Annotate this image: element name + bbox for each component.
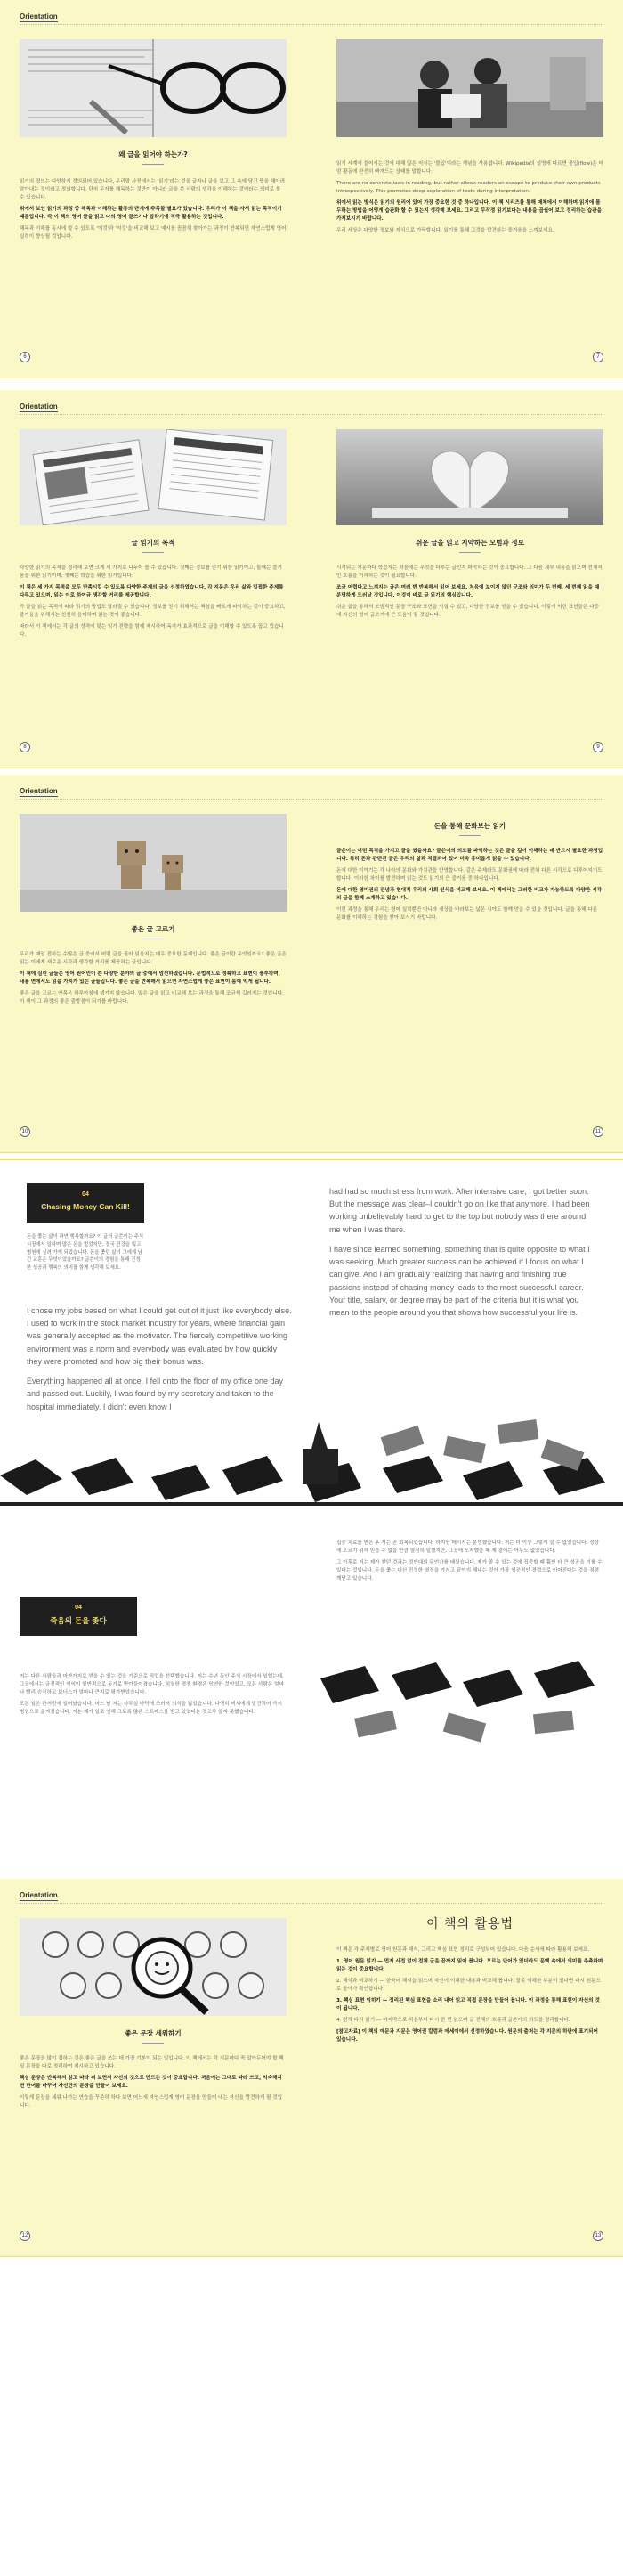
chapter-title: 죽음의 돈을 좇다 <box>50 1617 107 1626</box>
spread-4 <box>0 1879 623 2257</box>
paragraph: 해독과 이해를 동시에 할 수 있도록 '이것'과 '저것'을 비교해 보고 예시를 꼼꼼히 찾아가는 과정이 반복되면 자연스럽게 영어 실력이 향상될 것입니다. <box>20 226 287 240</box>
spread-1 <box>0 0 623 378</box>
paragraph: 다양한 읽기의 목적을 정리해 보면 크게 세 가지로 나누어 볼 수 있습니다. 첫째는 정보를 얻기 위한 읽기이고, 둘째는 즐거움을 위한 읽기이며, 셋째는 학습을 위한 읽기입니다. <box>20 565 282 580</box>
orientation-tag: Orientation <box>20 787 58 795</box>
section-heading: 좋은 글 고르기 <box>20 924 287 939</box>
paragraph: I chose my jobs based on what I could get out of it just like everybody else. I used to work in the stock market industry for years, where financial gain was generally accepted as the motivator. The fiercely competitive working environment was a norm and everybody was evaluated by how quickly they were promoted and how big their bonus was. <box>27 1306 292 1366</box>
right-column-text <box>336 1946 603 2048</box>
page-number-right: 13 <box>593 2231 603 2241</box>
paragraph: 읽기 세계에 들어서는 것에 대해 많은 저자는 '몰입'이라는 개념을 사용합니다. Wikipedia의 설명에 따르면 몰입(flow)은 어떤 활동에 완전히 빠져드는 상태를 말합니다. <box>336 161 603 175</box>
paragraph-bold: 위에서 보인 읽기의 과정 중 해독과 이해하는 활동의 단계에 주목할 필요가 있습니다. 우리가 이 책을 사서 읽는 목적이기 때문입니다. 즉 이 책의 영어 글을 읽고 나의 영어 글쓰기나 말하기에 적극 활용하는 것입니다. <box>20 207 282 221</box>
newspapers-photo <box>20 429 287 525</box>
usage-step: 3. 핵심 표현 익히기 — 정리된 핵심 표현을 소리 내어 읽고 직접 문장을 만들어 봅니다. 이 과정을 통해 표현이 자신의 것이 됩니다. <box>336 1998 600 2012</box>
paragraph: 좋은 글을 고르는 안목은 하루아침에 생기지 않습니다. 많은 글을 읽고 비교해 보는 과정을 통해 조금씩 길러지는 것입니다. 이 책이 그 과정의 좋은 출발점이 되기를 바랍니다. <box>20 991 284 1005</box>
smiley-faces-magnifier-photo <box>20 1918 287 2016</box>
paragraph: I have since learned something, something that is quite opposite to what I was seeking. Much greater success can be achieved if I focus on what I can give. And I am gradually realizing that having and finishing true passions instead of chasing money leads to the most successful career. Your title, salary, or degree may be part of the criteria but it is what you mean to the people around you that shows how successful your life is. <box>329 1244 590 1317</box>
section-heading: 쉬운 글을 읽고 지약하는 모범과 정보 <box>336 538 603 553</box>
intro-paragraph: 이 책은 각 주제별로 영어 원문과 해석, 그리고 핵심 표현 정리로 구성되어 있습니다. 다음 순서에 따라 활용해 보세요. <box>336 1947 590 1953</box>
spread-2 <box>0 390 623 768</box>
spread-3 <box>0 775 623 1153</box>
right-column-text <box>336 160 603 239</box>
section-heading: 좋은 문장 세워하기 <box>20 2028 287 2044</box>
paragraph: Everything happened all at once. I fell onto the floor of my office one day and passed out. Luckily, I was found by my secretary and taken to the hospital immediately. I didn't even know I <box>27 1377 284 1411</box>
paragraph-bold: 조금 어렵다고 느껴지는 글은 여러 번 반복해서 읽어 보세요. 처음에 보이지 않던 구조와 의미가 두 번째, 세 번째 읽을 때 분명하게 드러날 것입니다. 이것이 바로 글 읽기의 핵심입니다. <box>336 585 600 599</box>
paragraph: 쉬운 글을 통해서 모범적인 문장 구조와 표현을 익힐 수 있고, 다양한 정보를 얻을 수 있습니다. 이렇게 익힌 표현들은 나중에 자신의 영어 글쓰기에 큰 도움이 될 것입니다. <box>336 605 599 619</box>
left-korean-text <box>20 1673 287 1720</box>
heart-book-pages-photo <box>336 429 603 525</box>
left-column-text <box>20 2055 287 2114</box>
paragraph: 이렇게 문장을 세워 나가는 연습을 꾸준히 하다 보면 어느새 자연스럽게 영어 문장을 만들어 내는 자신을 발견하게 될 것입니다. <box>20 2095 283 2109</box>
paragraph-bold: 위에서 읽는 방식은 읽기의 원리에 있어 가장 중요한 것 중 하나입니다. 이 책 시리즈를 통해 매체에서 이해하며 읽기에 몰두하는 방법을 어떻게 습관화 할 수 있는지 생각해 보세요. 그리고 무작정 읽기보다는 내용을 곱씹어 보고 정리하는 습관을 가져보시기 바랍니다. <box>336 200 603 223</box>
two-men-reading-photo <box>336 39 603 137</box>
paragraph-bold: 글쓴이는 어떤 목적을 가지고 글을 썼을까요? 글쓴이의 의도를 파악하는 것은 글을 깊이 이해하는 데 반드시 필요한 과정입니다. 특히 돈과 관련된 글은 우리의 삶과 직결되어 있어 더욱 흥미롭게 읽을 수 있습니다. <box>336 849 603 863</box>
cardboard-robots-photo <box>20 814 287 912</box>
chasing-money-spread <box>0 1164 623 1520</box>
page-number-right: 9 <box>593 742 603 752</box>
usage-step: 2. 해석과 비교하기 — 한국어 해석을 읽으며 자신이 이해한 내용과 비교해 봅니다. 잘못 이해한 부분이 있다면 다시 원문으로 돌아가 확인합니다. <box>336 1979 601 1993</box>
left-column-text <box>20 951 287 1010</box>
section-heading: 글 읽기의 목적 <box>20 538 287 553</box>
paragraph: 즉 글을 읽는 목적에 따라 읽기의 방법도 달라질 수 있습니다. 정보를 얻기 위해서는 핵심을 빠르게 파악하는 것이 중요하고, 즐거움을 위해서는 천천히 음미하며 읽는 것이 좋습니다. <box>20 605 286 619</box>
right-english-text <box>329 1185 596 1326</box>
divider <box>20 799 603 800</box>
paragraph: 읽기의 정의는 다양하게 정의되어 있습니다. 우리말 사전에서는 '읽기'라는 것을 글자나 글을 보고 그 속에 담긴 뜻을 헤아려 알아내는 것이라고 정의합니다. 단지 문자를 해독하는 것만이 아니라 글을 쓴 사람의 생각을 이해하는 것이라는 의미로 볼 수 있습니다. <box>20 179 286 201</box>
chapter-number: 04 <box>75 1605 82 1611</box>
paragraph-bold: 돈에 대한 영미권의 관념과 현대적 우리의 사회 인식을 비교해 보세요. 이 책에서는 그러한 비교가 가능하도록 다양한 시각의 글을 함께 소개하고 있습니다. <box>336 888 603 902</box>
money-illustration <box>320 1643 623 1750</box>
chapter-box <box>20 1597 137 1636</box>
chasing-money-korean-spread <box>0 1518 623 1874</box>
paragraph: 저는 다른 사람들과 마찬가지로 얻을 수 있는 것을 기준으로 직업을 선택했습니다. 저는 수년 동안 주식 시장에서 일했는데, 그곳에서는 금전적인 이익이 일반적으로 동기로 받아들여졌습니다. 치열한 경쟁 환경은 당연한 것이었고, 모든 사람은 얼마나 빨리 승진하고 보너스가 얼마나 큰지로 평가받았습니다. <box>20 1674 284 1696</box>
left-column-text <box>20 178 287 245</box>
left-column-text <box>20 565 287 643</box>
page-number-right: 7 <box>593 352 603 362</box>
paragraph: 시작되는 지문마다 학습자는 처음에는 무엇을 다루는 글인지 파악하는 것이 중요합니다. 그 다음 세부 내용을 읽으며 전체적인 흐름을 이해하는 것이 필요합니다. <box>336 565 603 580</box>
paragraph-bold: 이 책은 세 가지 목적을 모두 만족시킬 수 있도록 다양한 주제의 글을 선정하였습니다. 각 지문은 우리 삶과 밀접한 주제를 다루고 있으며, 읽는 이로 하여금 생각할 거리를 제공합니다. <box>20 585 284 599</box>
page-number-left: 12 <box>20 2231 30 2241</box>
paragraph: 좋은 문장을 많이 접하는 것은 좋은 글을 쓰는 데 가장 기본이 되는 일입니다. 이 책에서는 각 지문마다 꼭 알아두어야 할 핵심 문장을 따로 정리하여 제시하고 있습니다. <box>20 2056 284 2070</box>
chapter-title: Chasing Money Can Kill! <box>41 1202 130 1211</box>
orientation-tag: Orientation <box>20 1891 58 1899</box>
divider <box>20 1903 603 1904</box>
paragraph: had had so much stress from work. After intensive care, I got better soon. But the message was clear–I couldn't go on like that anymore. I had been working unbelievably hard to get to the top but nobody was there around me when I was there. <box>329 1187 590 1234</box>
orientation-tag: Orientation <box>20 12 58 20</box>
paragraph: 우리 세상은 다양한 정보와 지식으로 가득합니다. 읽기를 통해 그것을 발견하는 즐거움을 느껴보세요. <box>336 228 554 234</box>
page-title: 이 책의 활용법 <box>425 1917 514 1931</box>
glasses-on-book-photo <box>20 39 287 137</box>
money-illustration <box>0 1413 623 1520</box>
section-heading: 왜 글을 읽어야 하는가? <box>20 150 287 165</box>
section-heading: 돈을 통해 문화보는 읽기 <box>336 821 603 836</box>
orientation-tag: Orientation <box>20 402 58 410</box>
paragraph: 돈에 대한 이야기는 각 나라의 문화와 가치관을 반영합니다. 같은 주제라도 문화권에 따라 전혀 다른 시각으로 다루어지기도 합니다. 이러한 차이를 발견하며 읽는 것도 읽기의 큰 즐거움 중 하나입니다. <box>336 868 603 882</box>
page-number-right: 11 <box>593 1126 603 1137</box>
page-number-left: 6 <box>20 352 30 362</box>
chapter-box <box>27 1183 144 1223</box>
usage-step: 1. 영어 원문 읽기 — 먼저 사전 없이 전체 글을 끝까지 읽어 봅니다. 모르는 단어가 있더라도 문맥 속에서 의미를 추측하며 읽는 것이 중요합니다. <box>336 1959 603 1973</box>
chapter-number: 04 <box>82 1191 89 1198</box>
paragraph: 모든 일은 한꺼번에 일어났습니다. 어느 날 저는 사무실 바닥에 쓰러져 의식을 잃었습니다. 다행히 비서에게 발견되어 즉시 병원으로 옮겨졌습니다. 저는 제가 일로 인해 그토록 많은 스트레스를 받고 있었다는 것조차 알지 못했습니다. <box>20 1702 283 1716</box>
paragraph-bold: 이 책에 실린 글들은 영어 원어민이 쓴 다양한 분야의 글 중에서 엄선하였습니다. 문법적으로 정확하고 표현이 풍부하며, 내용 면에서도 읽을 가치가 있는 글들입니다. 좋은 글을 반복해서 읽으면 자연스럽게 좋은 표현이 몸에 익게 됩니다. <box>20 971 280 986</box>
paragraph-bold: 핵심 문장은 반복해서 읽고 따라 써 보면서 자신의 것으로 만드는 것이 중요합니다. 처음에는 그대로 따라 쓰고, 익숙해지면 단어를 바꾸어 자신만의 문장을 만들어 보세요. <box>20 2076 282 2090</box>
paragraph: 우리가 매일 접하는 수많은 글 중에서 어떤 글을 골라 읽을지는 매우 중요한 문제입니다. 좋은 글이란 무엇일까요? 좋은 글은 읽는 이에게 새로운 시각과 생각할 거리를 제공하는 글입니다. <box>20 952 287 966</box>
page-number-left: 10 <box>20 1126 30 1137</box>
paragraph: 따라서 이 책에서는 각 글의 성격에 맞는 읽기 전략을 함께 제시하여 독자가 효과적으로 글을 이해할 수 있도록 돕고 있습니다. <box>20 624 284 638</box>
paragraph: There are no concrete laws in reading, but rather allows readers an escape to produce their own products introspectively. This promotes deep exploration of texts during interpretation. <box>336 181 601 195</box>
usage-step: 4. 전체 다시 읽기 — 마지막으로 처음부터 다시 한 번 읽으며 글 전체의 흐름과 글쓴이의 의도를 정리합니다. <box>336 2018 570 2024</box>
right-korean-text <box>336 1540 603 1587</box>
paragraph: 그 이후로 저는 제가 찾던 것과는 정반대의 무언가를 배웠습니다. 제가 줄 수 있는 것에 집중할 때 훨씬 더 큰 성공을 이룰 수 있다는 것입니다. 돈을 좇는 대신 진정한 열정을 가지고 끝까지 해내는 것이 가장 성공적인 경력으로 이어진다는 것을 점점 깨닫고 있습니다. <box>336 1560 603 1582</box>
page-number-left: 8 <box>20 742 30 752</box>
reference-note: [참고자료] 이 책의 예문과 지문은 영어권 칼럼과 에세이에서 선정하였습니다. 원문의 출처는 각 지문의 하단에 표기되어 있습니다. <box>336 2029 598 2044</box>
spread-4-spacer <box>0 1159 623 1160</box>
right-column-text <box>336 848 603 926</box>
left-english-text <box>27 1304 294 1420</box>
divider <box>20 414 603 415</box>
chapter-intro: 돈을 쫓는 삶이 과연 행복할까요? 이 글의 글쓴이는 주식 시장에서 일하며 많은 돈을 벌었지만, 결국 건강을 잃고 병원에 실려 가게 되었습니다. 돈을 좇던 삶이 그에게 남긴 교훈은 무엇이었을까요? 글쓴이의 경험을 통해 진정한 성공과 행복의 의미를 함께 생각해 보세요. <box>27 1234 144 1271</box>
paragraph: 집중 치료를 받은 후 저는 곧 회복되었습니다. 하지만 메시지는 분명했습니다. 저는 더 이상 그렇게 살 수 없었습니다. 정상에 오르기 위해 믿을 수 없을 만큼 열심히 일했지만, 그곳에 도착했을 때 제 곁에는 아무도 없었습니다. <box>336 1540 599 1555</box>
divider <box>20 24 603 25</box>
right-column-text <box>336 565 603 623</box>
paragraph: 이런 과정을 통해 우리는 영어 실력뿐만 아니라 세상을 바라보는 넓은 시야도 함께 얻을 수 있을 것입니다. 글을 통해 다른 문화를 이해하는 경험을 쌓아 보시기 바랍니다. <box>336 907 598 922</box>
